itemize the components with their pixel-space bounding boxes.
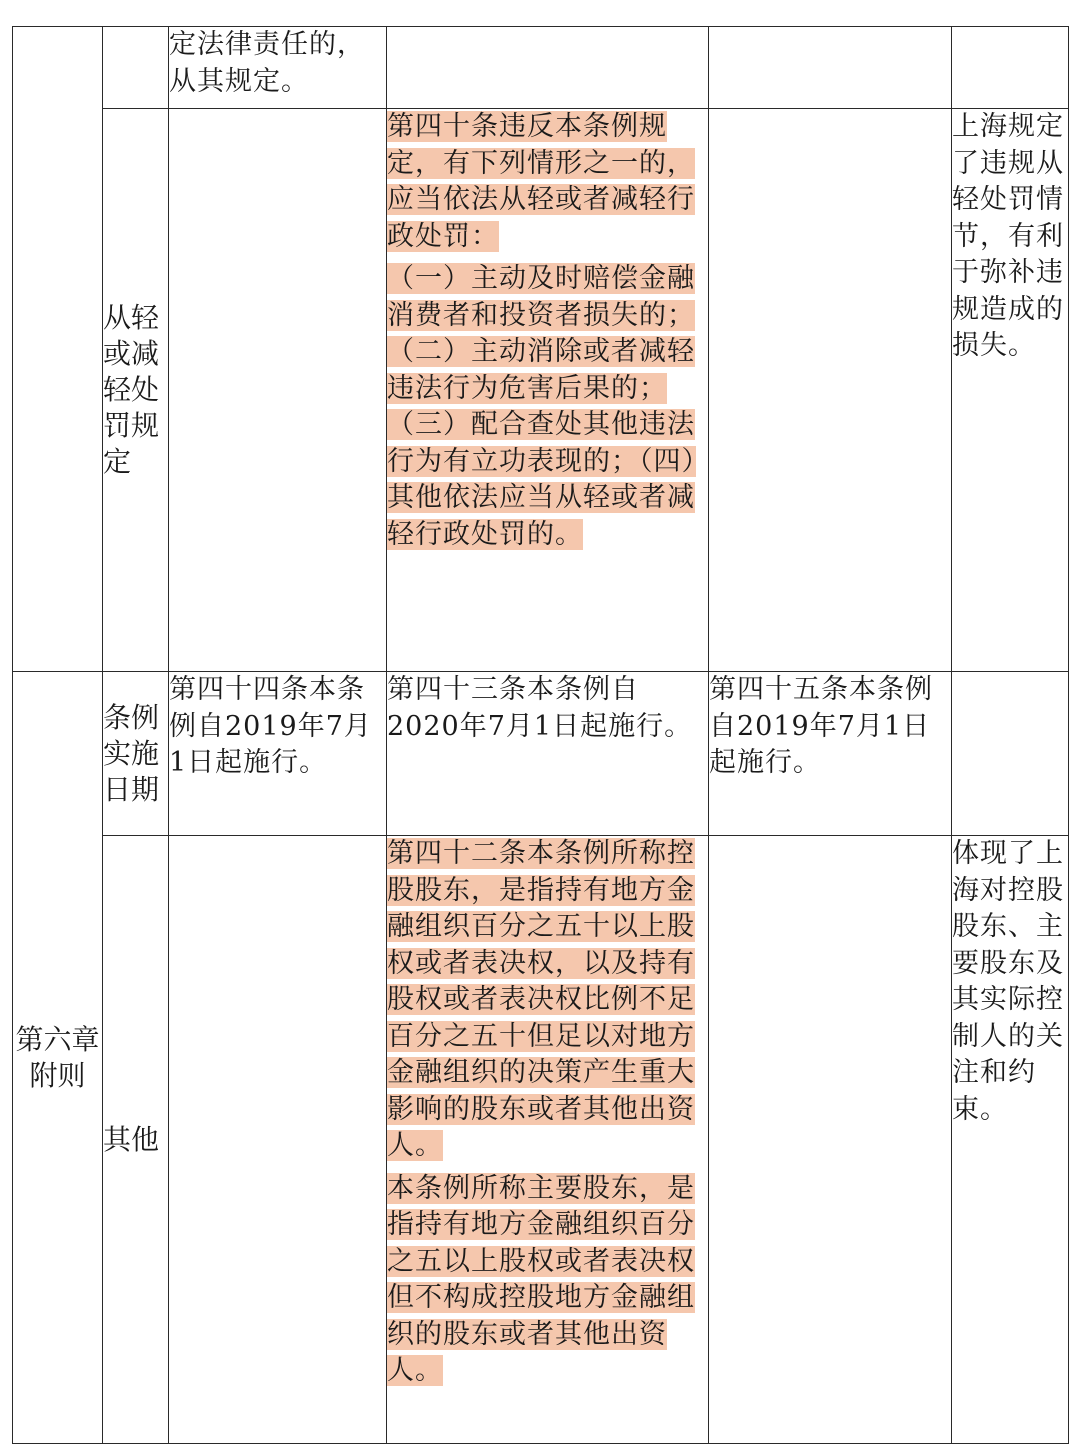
mitigation-col3 (709, 109, 952, 672)
other-highlight-cell (387, 836, 709, 1444)
highlight-article-40-items: （一）主动及时赔偿金融消费者和投资者损失的；（二）主动消除或者减轻违法行为危害后果的；（三）配合查处其他违法行为有立功表现的；（四）其他依法应当从轻或者减轻行政处罚的。 (387, 263, 696, 550)
chapter6-label-cell (13, 672, 103, 1444)
old-regulation-cell (169, 27, 387, 109)
mitigation-comment: 上海规定了违规从轻处罚情节，有利于弥补违规造成的损失。 (952, 111, 1064, 361)
chapter6-label: 第六章附则 (15, 1022, 100, 1092)
continuation-row (13, 27, 1069, 109)
effective-date-comment-cell (952, 672, 1069, 836)
comment-cell-prev (952, 27, 1069, 109)
mitigation-row (13, 109, 1069, 672)
other-label-cell (103, 836, 169, 1444)
other-label: 其他 (103, 1122, 160, 1156)
effective-date-col2: 第四十三条本条例自2020年7月1日起施行。 (387, 674, 693, 742)
other-row (13, 836, 1069, 1444)
highlight-major-shareholder: 本条例所称主要股东，是指持有地方金融组织百分之五以上股权或者表决权但不构成控股地方金融组织的股东或者其他出资人。 (387, 1172, 695, 1386)
other-col1 (169, 836, 387, 1444)
effective-date-col1-cell (169, 672, 387, 836)
shanghai-cell-prev (387, 27, 709, 109)
other-comment-cell (952, 836, 1069, 1444)
highlight-article-40: 第四十条违反本条例规定，有下列情形之一的，应当依法从轻或者减轻行政处罚： (387, 111, 695, 252)
other-cell-prev (709, 27, 952, 109)
chapter-cell-prev (13, 27, 103, 672)
effective-date-row (13, 672, 1069, 836)
effective-date-col1: 第四十四条本条例自2019年7月1日起施行。 (169, 674, 372, 778)
effective-date-label-cell (103, 672, 169, 836)
mitigation-comment-cell (952, 109, 1069, 672)
mitigation-highlight-cell (387, 109, 709, 672)
effective-date-col2-cell (387, 672, 709, 836)
other-col3 (709, 836, 952, 1444)
mitigation-label-cell (103, 109, 169, 672)
effective-date-col3: 第四十五条本条例自2019年7月1日起施行。 (709, 674, 933, 778)
mitigation-col1 (169, 109, 387, 672)
highlight-article-42: 第四十二条本条例所称控股股东，是指持有地方金融组织百分之五十以上股权或者表决权，以及持有股权或者表决权比例不足百分之五十但足以对地方金融组织的决策产生重大影响的股东或者其他出资人。 (387, 838, 695, 1161)
other-comment: 体现了上海对控股股东、主要股东及其实际控制人的关注和约束。 (952, 838, 1064, 1125)
mitigation-label: 从轻或减轻处罚规定 (103, 301, 160, 478)
effective-date-col3-cell (709, 672, 952, 836)
effective-date-label: 条例实施日期 (103, 700, 160, 806)
comparison-table (12, 26, 1069, 1444)
old-regulation-text: 定法律责任的，从其规定。 (169, 29, 365, 97)
topic-cell-prev (103, 27, 169, 109)
